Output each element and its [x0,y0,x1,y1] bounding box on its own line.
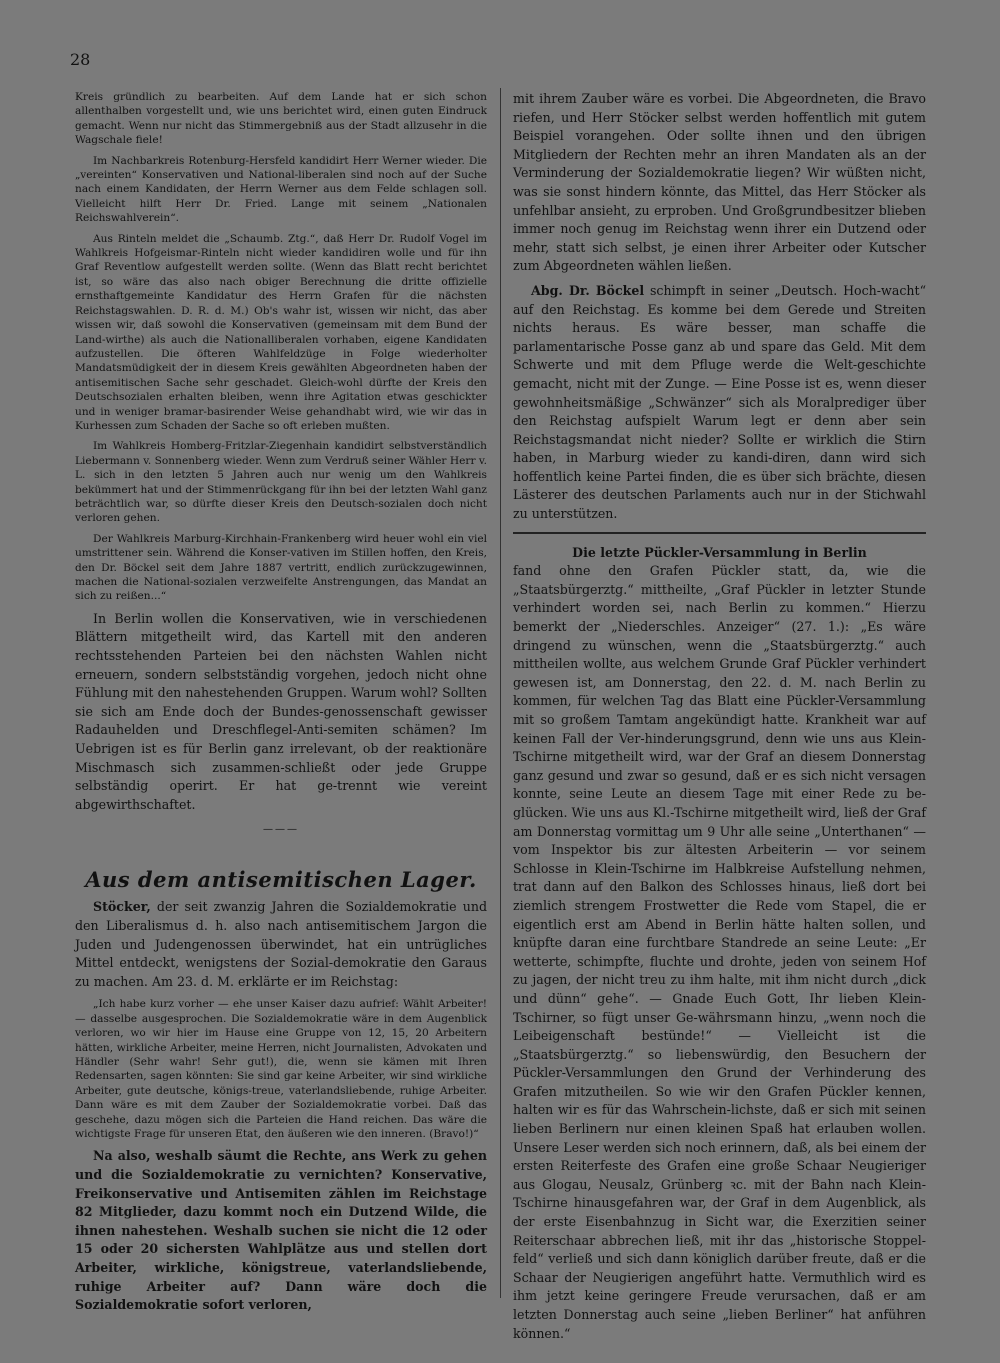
pueckler-heading: Die letzte Pückler-Versammlung in Berlin [572,544,867,560]
right-paragraph-1: mit ihrem Zauber wäre es vorbei. Die Abgeordneten, die Bravo riefen, und Herr Stöcker selbst werden hoffentlich mit gutem Beispiel vorangehen. Oder sollte ihnen und den übrigen Mitgliedern der Rechten mehr an ihren Mandaten als an der Verminderung der Sozialdemokratie liegen? Wir wüßten nicht, was sie sonst hindern könnte, das Mittel, das Herr Stöcker als unfehlbar ansieht, zu erproben. Und Großgrundbesitzer blieben immer noch genug im Reichstag wenn ihrer ein Dutzend oder mehr, statt sich selbst, je einen ihrer Arbeiter oder Kutscher zum Abgeordneten wählen ließen. [513,91,926,274]
left-paragraph-8: Na also, weshalb säumt die Rechte, ans Werk zu gehen und die Sozialdemokratie zu vernichten? Konservative, Freikonservative und Antisemiten zählen im Reichstage 82 Mitglieder, dazu kommt noch ein Dutzend Wilde, die ihnen nahestehen. Weshalb suchen sie nicht die 12 oder 15 oder 20 sichersten Wahlplätze aus und stellen dort Arbeiter, wirkliche, königstreue, vaterlandsliebende, ruhige Arbeiter auf? Dann wäre doch die Sozialdemokratie sofort verloren, [75,1148,487,1313]
left-paragraph-3: Aus Rinteln meldet die „Schaumb. Ztg.“, daß Herr Dr. Rudolf Vogel im Wahlkreis Hofgeismar-Rinteln nicht wieder kandidiren wolle und für ihn Graf Reventlow aufgestellt werden sollte. (Wenn das Blatt recht berichtet ist, so wäre das also nach obiger Berechnung die dritte offizielle ernsthaftgemeinte Kandidatur des Herrn Grafen für die nächsten Reichstagswahlen. D. R. d. M.) Ob's wahr ist, wissen wir nicht, das aber wissen wir, daß sowohl die Konservativen (gemeinsam mit dem Bund der Land-wirthe) als auch die Nationalliberalen vorhaben, eigene Kandidaten aufzustellen. Die öfteren Wahlfeldzüge in Folge wiederholter Mandatsmüdigkeit der in diesem Kreis gewählten Abgeordneten haben der antisemitischen Sache sehr geschadet. Gleich-wohl dürfte der Kreis den Deutschsozialen erhalten bleiben, wenn ihre Agitation etwas geschickter und in weniger bramar-basirender Weise gehandhabt wird, wie wir das in Kurhessen zum Schaden der Sache so oft erleben mußten. [75,232,487,432]
right-rule [513,532,926,534]
left-column [75,90,487,1321]
stoecker-text: der seit zwanzig Jahren die Sozialdemokratie und den Liberalismus d. h. also nach antisemitischem Jargon die Juden und Judengenossen überwindet, hat ein untrügliches Mittel entdeckt, wenigstens der Sozial-demokratie den Garaus zu machen. Am 23. d. M. erklärte er im Reichstag: [75,899,487,989]
column-divider [500,88,501,1298]
left-paragraph-2: Im Nachbarkreis Rotenburg-Hersfeld kandidirt Herr Werner wieder. Die „vereinten“ Konservativen und National-liberalen sind noch auf der Suche nach einem Kandidaten, der Herrn Werner aus dem Felde schlagen soll. Vielleicht hilft Herr Dr. Fried. Lange mit seinem „Nationalen Reichswahlverein“. [75,154,487,225]
section-title: Aus dem antisemitischen Lager. [85,867,477,893]
pueckler-paragraph: fand ohne den Grafen Pückler statt, da, wie die „Staatsbürgerztg.“ mittheilte, „Graf Pückler in letzter Stunde verhindert worden sei, nach Berlin zu kommen.“ Hierzu bemerkt der „Niederschles. Anzeiger“ (27. 1.): „Es wäre dringend zu wünschen, wenn die „Staatsbürgerztg.“ auch mittheilen wollte, aus welchem Grunde Graf Pückler verhindert gewesen ist, am Donnerstag, den 22. d. M. nach Berlin zu kommen, für welchen Tag das Blatt eine Pückler-Versammlung mit so großem Tamtam angekündigt hatte. Krankheit war auf keinen Fall der Ver-hinderungsgrund, denn wie uns aus Klein-Tschirne mitgetheilt wird, war der Graf an diesem Donnerstag ganz gesund und zwar so gesund, daß er es sich nicht versagen konnte, seine Leute an diesem Tage mit einer Rede zu be-glücken. Wie uns aus Kl.-Tschirne mitgetheilt wird, ließ der Graf am Donnerstag vormittag um 9 Uhr alle seine „Unterthanen“ — vom Inspektor bis zur ältesten Arbeiterin — vor seinem Schlosse in Klein-Tschirne im Halbkreise Aufstellung nehmen, trat dann auf den Balkon des Schlosses hinaus, ließ dort bei ziemlich strengem Frostwetter die Rede vom Stapel, die er eigentlich erst am Abend in Berlin hätte halten sollen, und knüpfte daran eine furchtbare Standrede an seine Leute: „Er wetterte, schimpfte, fluchte und drohte, jeden von seinem Hof zu jagen, der nicht treu zu ihm halte, mit ihm nicht durch „dick und dünn“ gehe“. — Gnade Euch Gott, Ihr lieben Klein-Tschirner, so fügt unser Ge-währsmann hinzu, „wenn noch die Leibeigenschaft bestünde!“ — Vielleicht ist die „Staatsbürgerztg.“ so liebenswürdig, den Besuchern der Pückler-Versammlungen den Grund der Verhinderung des Grafen mitzutheilen. So wie wir den Grafen Pückler kennen, halten wir es für das Wahrschein-lichste, daß er sich mit seinen lieben Berlinern nur einen kleinen Spaß hat erlauben wollen. Unsere Leser werden sich noch erinnern, daß, als bei einem der ersten Reiterfeste des Grafen eine große Schaar Neugieriger aus Glogau, Neusalz, Grünberg ꝛc. mit der Bahn nach Klein-Tschirne hinausgefahren war, der Graf in dem Augenblick, als der erste Eisenbahnzug in Sicht war, die Exerzitien seiner Reiterschaar abbrechen ließ, mit ihr das „historische Stoppel-feld“ verließ und sich dann königlich darüber freute, daß er die Schaar der Neugierigen angeführt hatte. Vermuthlich wird es ihm jetzt keine geringere Freude verursachen, daß er am letzten Donnerstag auch seine „lieben Berliner“ hat anführen können.“ [513,563,926,1341]
stoecker-paragraph [75,898,487,991]
section-divider: ——— [263,824,299,836]
boeckel-text: schimpft in seiner „Deutsch. Hoch-wacht“ auf den Reichstag. Es komme bei dem Gerede und Streiten nichts heraus. Es wäre besser, man schaffe die parlamentarische Posse ganz ab und spare das Geld. Mit dem Schwerte und mit dem Pfluge werde die Welt-geschichte gemacht, nicht mit der Zunge. — Eine Posse ist es, wenn dieser gewohnheitsmäßige „Schwänzer“ sich als Moralprediger über den Reichstag aufspielt Warum legt er denn aber sein Reichstagsmandat nicht nieder? Sollte er wirklich die Stirn haben, in Marburg wieder zu kandi-diren, dann wird sich hoffentlich keine Partei finden, die es über sich brächte, diesen Lästerer des deutschen Parlaments auch nur in der Stichwahl zu unterstützen. [513,282,927,522]
stoecker-lead: Stöcker, [93,899,151,915]
left-paragraph-6: In Berlin wollen die Konservativen, wie in verschiedenen Blättern mitgetheilt wird, das Kartell mit den anderen rechtsstehenden Parteien bei den nächsten Wahlen nicht erneuern, sondern selbstständig vorgehen, jedoch nicht ohne Fühlung mit den nahestehenden Gruppen. Warum wohl? Sollten sie sich am Ende doch der Bundes-genossenschaft gewisser Radauhelden und Dreschflegel-Anti-semiten schämen? Im Uebrigen ist es für Berlin ganz irrelevant, ob der reaktionäre Mischmasch sich zusammen-schließt oder jede Gruppe selbständig operirt. Er hat ge-trennt wie vereint abgewirthschaftet. [75,610,487,812]
boeckel-lead: Abg. Dr. Böckel [531,282,645,298]
stoecker-quote: „Ich habe kurz vorher — ehe unser Kaiser dazu aufrief: Wählt Arbeiter! — dasselbe ausgesprochen. Die Sozialdemokratie wäre in dem Augenblick verloren, wo wir hier im Hause eine Gruppe von 12, 15, 20 Arbeitern hätten, wirkliche Arbeiter, meine Herren, nicht Journalisten, Advokaten und Händler (Sehr wahr! Sehr gut!), die, wenn sie kämen mit Ihren Redensarten, sagen könnten: Sie sind gar keine Arbeiter, wir sind wirkliche Arbeiter, gute deutsche, königs-treue, vaterlandsliebende, ruhige Arbeiter. Dann wäre es mit dem Zauber der Sozialdemokratie vorbei. Daß das geschehe, dazu mögen sich die Parteien die Hand reichen. Das wäre die wichtigste Frage für unseren Etat, den äußeren wie den inneren. (Bravo!)“ [75,998,487,1140]
boeckel-paragraph [513,282,926,524]
left-paragraph-1: Kreis gründlich zu bearbeiten. Auf dem Lande hat er sich schon allenthalben vorgestellt und, wie uns berichtet wird, einen guten Eindruck gemacht. Wenn nur nicht das Stimmergebniß aus der Stadt allzusehr in die Wagschale fiele! [75,91,487,147]
page-number: 28 [70,50,91,69]
right-column [513,90,926,1349]
left-paragraph-5: Der Wahlkreis Marburg-Kirchhain-Frankenberg wird heuer wohl ein viel umstrittener sein. Während die Konser-vativen im Stillen hoffen, den Kreis, den Dr. Böckel seit dem Jahre 1887 vertritt, endlich zurückzugewinnen, machen die National-sozialen verzweifelte Anstrengungen, das Mandat an sich zu reißen...“ [75,532,487,603]
left-paragraph-4: Im Wahlkreis Homberg-Fritzlar-Ziegenhain kandidirt selbstverständlich Liebermann v. Sonnenberg wieder. Wenn zum Verdruß seiner Wähler Herr v. L. sich in den letzten 5 Jahren auch nur wenig um den Wahlkreis bekümmert hat und der Stimmenrückgang für ihn bei der letzten Wahl ganz beträchtlich war, so dürfte dieser Kreis den Deutsch-sozialen doch nicht verloren gehen. [75,440,487,525]
